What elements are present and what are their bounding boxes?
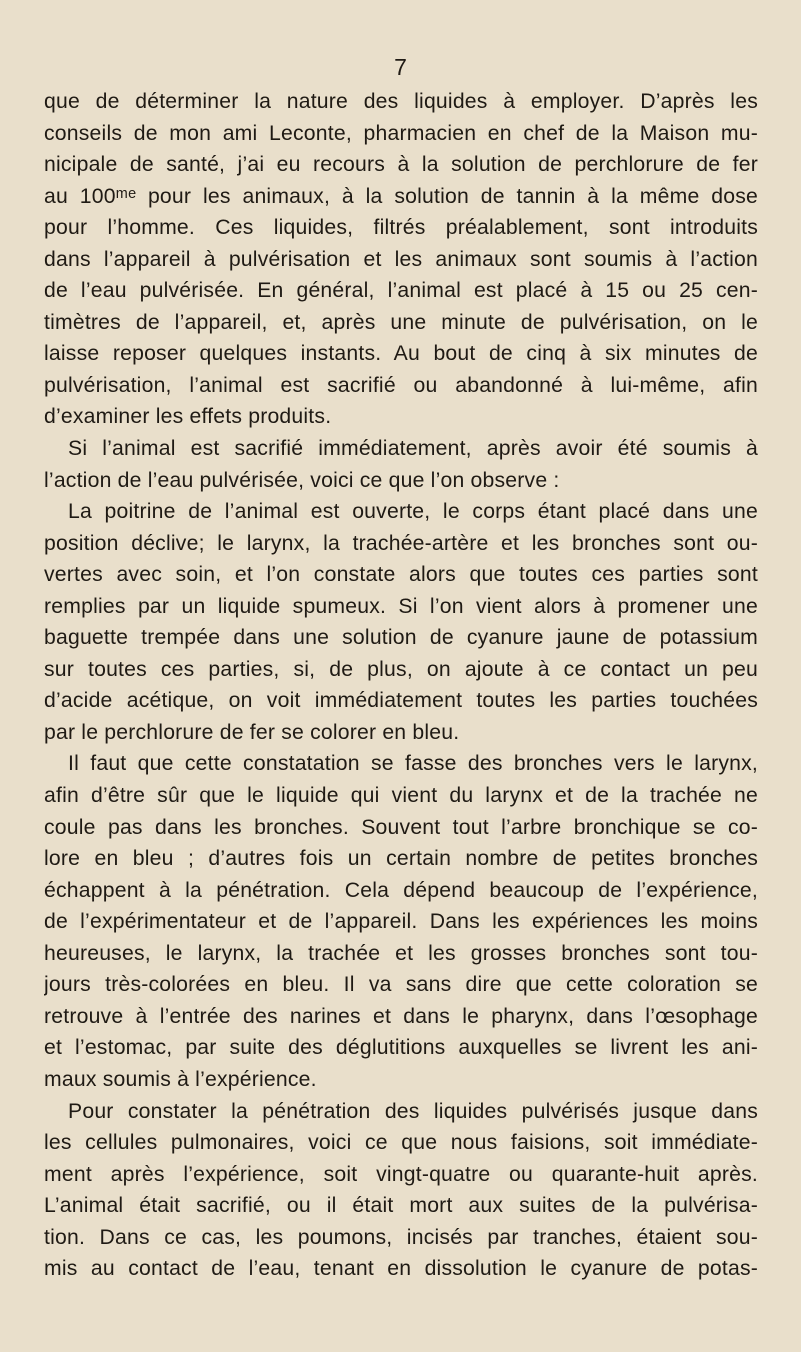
text-line: pulvérisation, l’animal est sacrifié ou abandonné à lui-même, afin xyxy=(44,373,758,397)
text-line: de l’expérimentateur et de l’appareil. Dans les expériences les moins xyxy=(44,910,758,934)
text-line: Pour constater la pénétration des liquides pulvérisés jusque dans xyxy=(68,1099,758,1123)
text-line: nicipale de santé, j’ai eu recours à la solution de perchlorure de fer xyxy=(44,153,758,177)
text-line: Si l’animal est sacrifié immédiatement, après avoir été soumis à xyxy=(68,437,758,461)
body-text xyxy=(44,86,758,1285)
text-line: laisse reposer quelques instants. Au bout de cinq à six minutes de xyxy=(44,342,758,366)
text-line: l’action de l’eau pulvérisée, voici ce que l’on observe : xyxy=(44,468,560,492)
text-line: dans l’appareil à pulvérisation et les animaux sont soumis à l’action xyxy=(44,247,758,271)
text-line: afin d’être sûr que le liquide qui vient du larynx et de la trachée ne xyxy=(44,784,758,808)
text-line: mis au contact de l’eau, tenant en dissolution le cyanure de potas- xyxy=(44,1257,758,1281)
text-line: baguette trempée dans une solution de cyanure jaune de potassium xyxy=(44,626,758,650)
text-line: position déclive; le larynx, la trachée-artère et les bronches sont ou- xyxy=(44,531,758,555)
text-line: par le perchlorure de fer se colorer en bleu. xyxy=(44,720,460,744)
text-line: tion. Dans ce cas, les poumons, incisés par tranches, étaient sou- xyxy=(44,1225,758,1249)
text-line: au 100ᵐᵉ pour les animaux, à la solution de tannin à la même dose xyxy=(44,184,758,208)
text-line: heureuses, le larynx, la trachée et les grosses bronches sont tou- xyxy=(44,941,758,965)
text-line: les cellules pulmonaires, voici ce que nous faisions, soit immédiate- xyxy=(44,1131,758,1155)
text-line: retrouve à l’entrée des narines et dans le pharynx, dans l’œsophage xyxy=(44,1004,758,1028)
text-line: La poitrine de l’animal est ouverte, le corps étant placé dans une xyxy=(68,500,758,524)
text-line: d’acide acétique, on voit immédiatement toutes les parties touchées xyxy=(44,689,758,713)
text-line: timètres de l’appareil, et, après une minute de pulvérisation, on le xyxy=(44,310,758,334)
text-line: coule pas dans les bronches. Souvent tout l’arbre bronchique se co- xyxy=(44,815,758,839)
page-number: 7 xyxy=(394,54,407,80)
text-line: vertes avec soin, et l’on constate alors que toutes ces parties sont xyxy=(44,563,758,587)
text-line: jours très-colorées en bleu. Il va sans dire que cette coloration se xyxy=(44,973,758,997)
text-line: lore en bleu ; d’autres fois un certain nombre de petites bronches xyxy=(44,847,758,871)
text-line: ment après l’expérience, soit vingt-quatre ou quarante-huit après. xyxy=(44,1162,758,1186)
text-line: conseils de mon ami Leconte, pharmacien en chef de la Maison mu- xyxy=(44,121,758,145)
text-line: échappent à la pénétration. Cela dépend beaucoup de l’expérience, xyxy=(44,878,758,902)
text-line: et l’estomac, par suite des déglutitions auxquelles se livrent les ani- xyxy=(44,1036,758,1060)
text-line: maux soumis à l’expérience. xyxy=(44,1067,317,1091)
text-line: remplies par un liquide spumeux. Si l’on vient alors à promener une xyxy=(44,594,758,618)
text-line: pour l’homme. Ces liquides, filtrés préalablement, sont introduits xyxy=(44,216,758,240)
text-line: que de déterminer la nature des liquides à employer. D’après les xyxy=(44,90,758,113)
text-line: sur toutes ces parties, si, de plus, on ajoute à ce contact un peu xyxy=(44,657,758,681)
text-line: de l’eau pulvérisée. En général, l’animal est placé à 15 ou 25 cen- xyxy=(44,279,758,303)
text-line: Il faut que cette constatation se fasse des bronches vers le larynx, xyxy=(68,752,758,776)
text-line: L’animal était sacrifié, ou il était mort aux suites de la pulvérisa- xyxy=(44,1194,758,1218)
text-line: d’examiner les effets produits. xyxy=(44,405,332,429)
